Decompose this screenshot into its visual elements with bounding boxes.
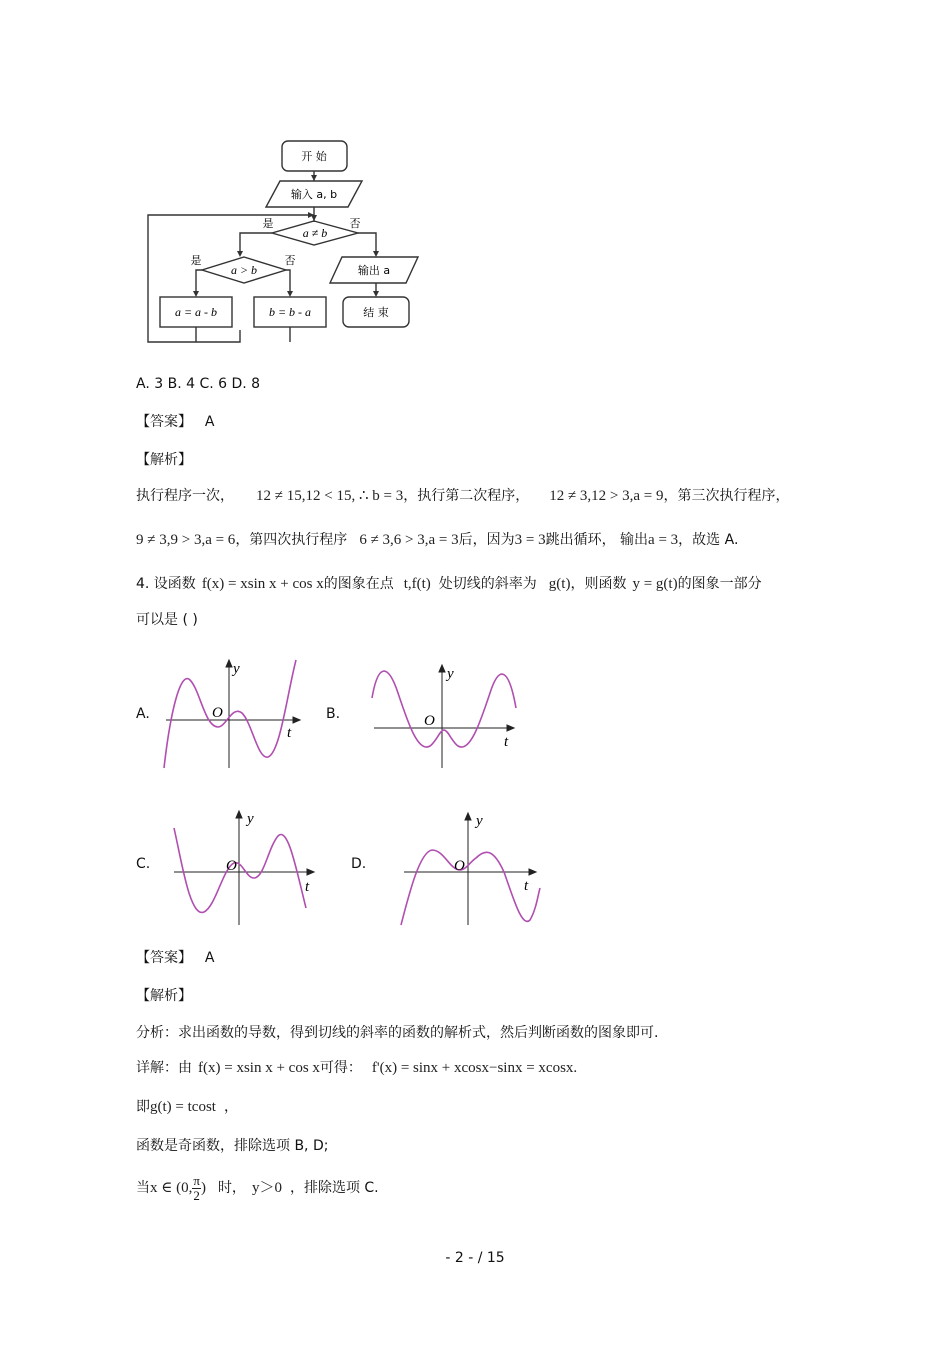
q3-analysis-line-2 <box>136 530 738 550</box>
q4-answer <box>136 948 214 968</box>
q4-analysis-1: 分析：求出函数的导数，得到切线的斜率的函数的解析式，然后判断函数的图象即可. <box>136 1025 659 1041</box>
t-axis-label: t <box>305 879 310 895</box>
text: 执行程序一次， <box>136 488 234 504</box>
text: 当 <box>136 1180 150 1196</box>
graph-option-a <box>160 655 305 773</box>
q4-g-line <box>136 1097 238 1117</box>
text: 时， <box>217 1180 246 1196</box>
text: 即 <box>136 1099 150 1115</box>
text: ，第三次执行程序， <box>663 488 790 504</box>
graph-option-b <box>368 658 523 773</box>
math: y = g(t) <box>632 576 678 592</box>
t-axis-label: t <box>504 734 509 750</box>
fraction-denominator: 2 <box>193 1187 200 1203</box>
math: g(t) <box>548 576 571 592</box>
q3-choices: A. 3 B. 4 C. 6 D. 8 <box>136 376 261 392</box>
math: f(x) = xsin x + cos x <box>198 1060 320 1076</box>
flowchart-op1-label: a = a - b <box>174 305 218 319</box>
answer-value: A <box>204 414 215 430</box>
text: ， <box>223 1099 238 1115</box>
q4-stem <box>136 574 762 594</box>
fraction <box>192 1174 201 1203</box>
origin-label: O <box>424 713 435 729</box>
text: 跳出循环， 输出 <box>545 532 649 548</box>
flowchart <box>140 135 425 350</box>
q4-when <box>136 1170 379 1206</box>
flowchart-output-label: 输出 a <box>357 264 391 277</box>
text: 后，因为 <box>458 532 515 548</box>
y-axis-label: y <box>247 811 254 827</box>
origin-label: O <box>212 705 223 721</box>
flowchart-yes-2: 是 <box>190 254 202 267</box>
q4-stem-2: 可以是 ( ) <box>136 612 198 628</box>
option-a-label: A. <box>136 706 150 722</box>
text: 可得： <box>319 1060 362 1076</box>
text: ，则函数 <box>570 576 627 592</box>
text: ，故选 A. <box>678 532 739 548</box>
text: 处切线的斜率为 <box>438 576 537 592</box>
text: 的图象一部分 <box>677 576 762 592</box>
math: 3 = 3 <box>514 532 546 548</box>
flowchart-no-1: 否 <box>349 217 361 230</box>
flowchart-start-label: 开 始 <box>301 150 327 163</box>
flowchart-op2-label: b = b - a <box>268 305 312 319</box>
math: a = 3 <box>648 532 679 548</box>
answer-value: A <box>204 950 215 966</box>
y-axis-label: y <box>476 813 483 829</box>
y-axis-label: y <box>233 661 240 677</box>
math: 9 ≠ 3,9 > 3,a = 6 <box>136 532 236 548</box>
page-number: - 2 - / 15 <box>445 1250 505 1266</box>
flowchart-input-label: 输入 a, b <box>290 188 338 201</box>
flowchart-yes-1: 是 <box>262 217 274 230</box>
text: ，执行第二次程序， <box>403 488 530 504</box>
q4-odd: 函数是奇函数，排除选项 B, D; <box>136 1138 329 1154</box>
math: 6 ≠ 3,6 > 3,a = 3 <box>359 532 459 548</box>
math: y＞0 <box>251 1180 282 1196</box>
math: 12 ≠ 3,12 > 3,a = 9 <box>549 488 664 504</box>
text: ，排除选项 C. <box>289 1180 379 1196</box>
text: 4. 设函数 <box>136 576 196 592</box>
q3-analysis-line-1 <box>136 486 790 506</box>
math: ) <box>200 1180 206 1196</box>
math: x ∈ (0, <box>150 1180 193 1196</box>
math: f(x) = xsin x + cos x <box>201 576 324 592</box>
math: f'(x) = sinx + xcosx−sinx = xcosx. <box>371 1060 578 1076</box>
q4-detail <box>136 1058 577 1078</box>
flowchart-cond1-label: a ≠ b <box>302 226 328 240</box>
option-d-label: D. <box>351 856 367 872</box>
graph-option-d <box>398 810 543 930</box>
answer-label: 【答案】 <box>136 414 192 430</box>
text: 详解：由 <box>136 1060 192 1076</box>
flowchart-cond2-label: a > b <box>230 263 258 277</box>
q3-analysis-label: 【解析】 <box>136 452 192 468</box>
fraction-numerator: π <box>193 1172 200 1188</box>
math: g(t) = tcost <box>150 1099 216 1115</box>
option-c-label: C. <box>136 856 151 872</box>
y-axis-label: y <box>447 666 454 682</box>
flowchart-no-2: 否 <box>284 254 296 267</box>
q3-answer <box>136 412 214 432</box>
flowchart-end-label: 结 束 <box>363 306 389 319</box>
text: 的图象在点 <box>323 576 394 592</box>
answer-label: 【答案】 <box>136 950 192 966</box>
origin-label: O <box>226 858 237 874</box>
t-axis-label: t <box>287 725 292 741</box>
q4-analysis-label: 【解析】 <box>136 988 192 1004</box>
text: ，第四次执行程序 <box>235 532 348 548</box>
option-b-label: B. <box>326 706 341 722</box>
origin-label: O <box>454 858 465 874</box>
graph-option-c <box>168 808 323 930</box>
t-axis-label: t <box>524 878 529 894</box>
math: 12 ≠ 15,12 < 15, ∴ b = 3 <box>256 488 404 504</box>
math: t,f(t) <box>403 576 431 592</box>
